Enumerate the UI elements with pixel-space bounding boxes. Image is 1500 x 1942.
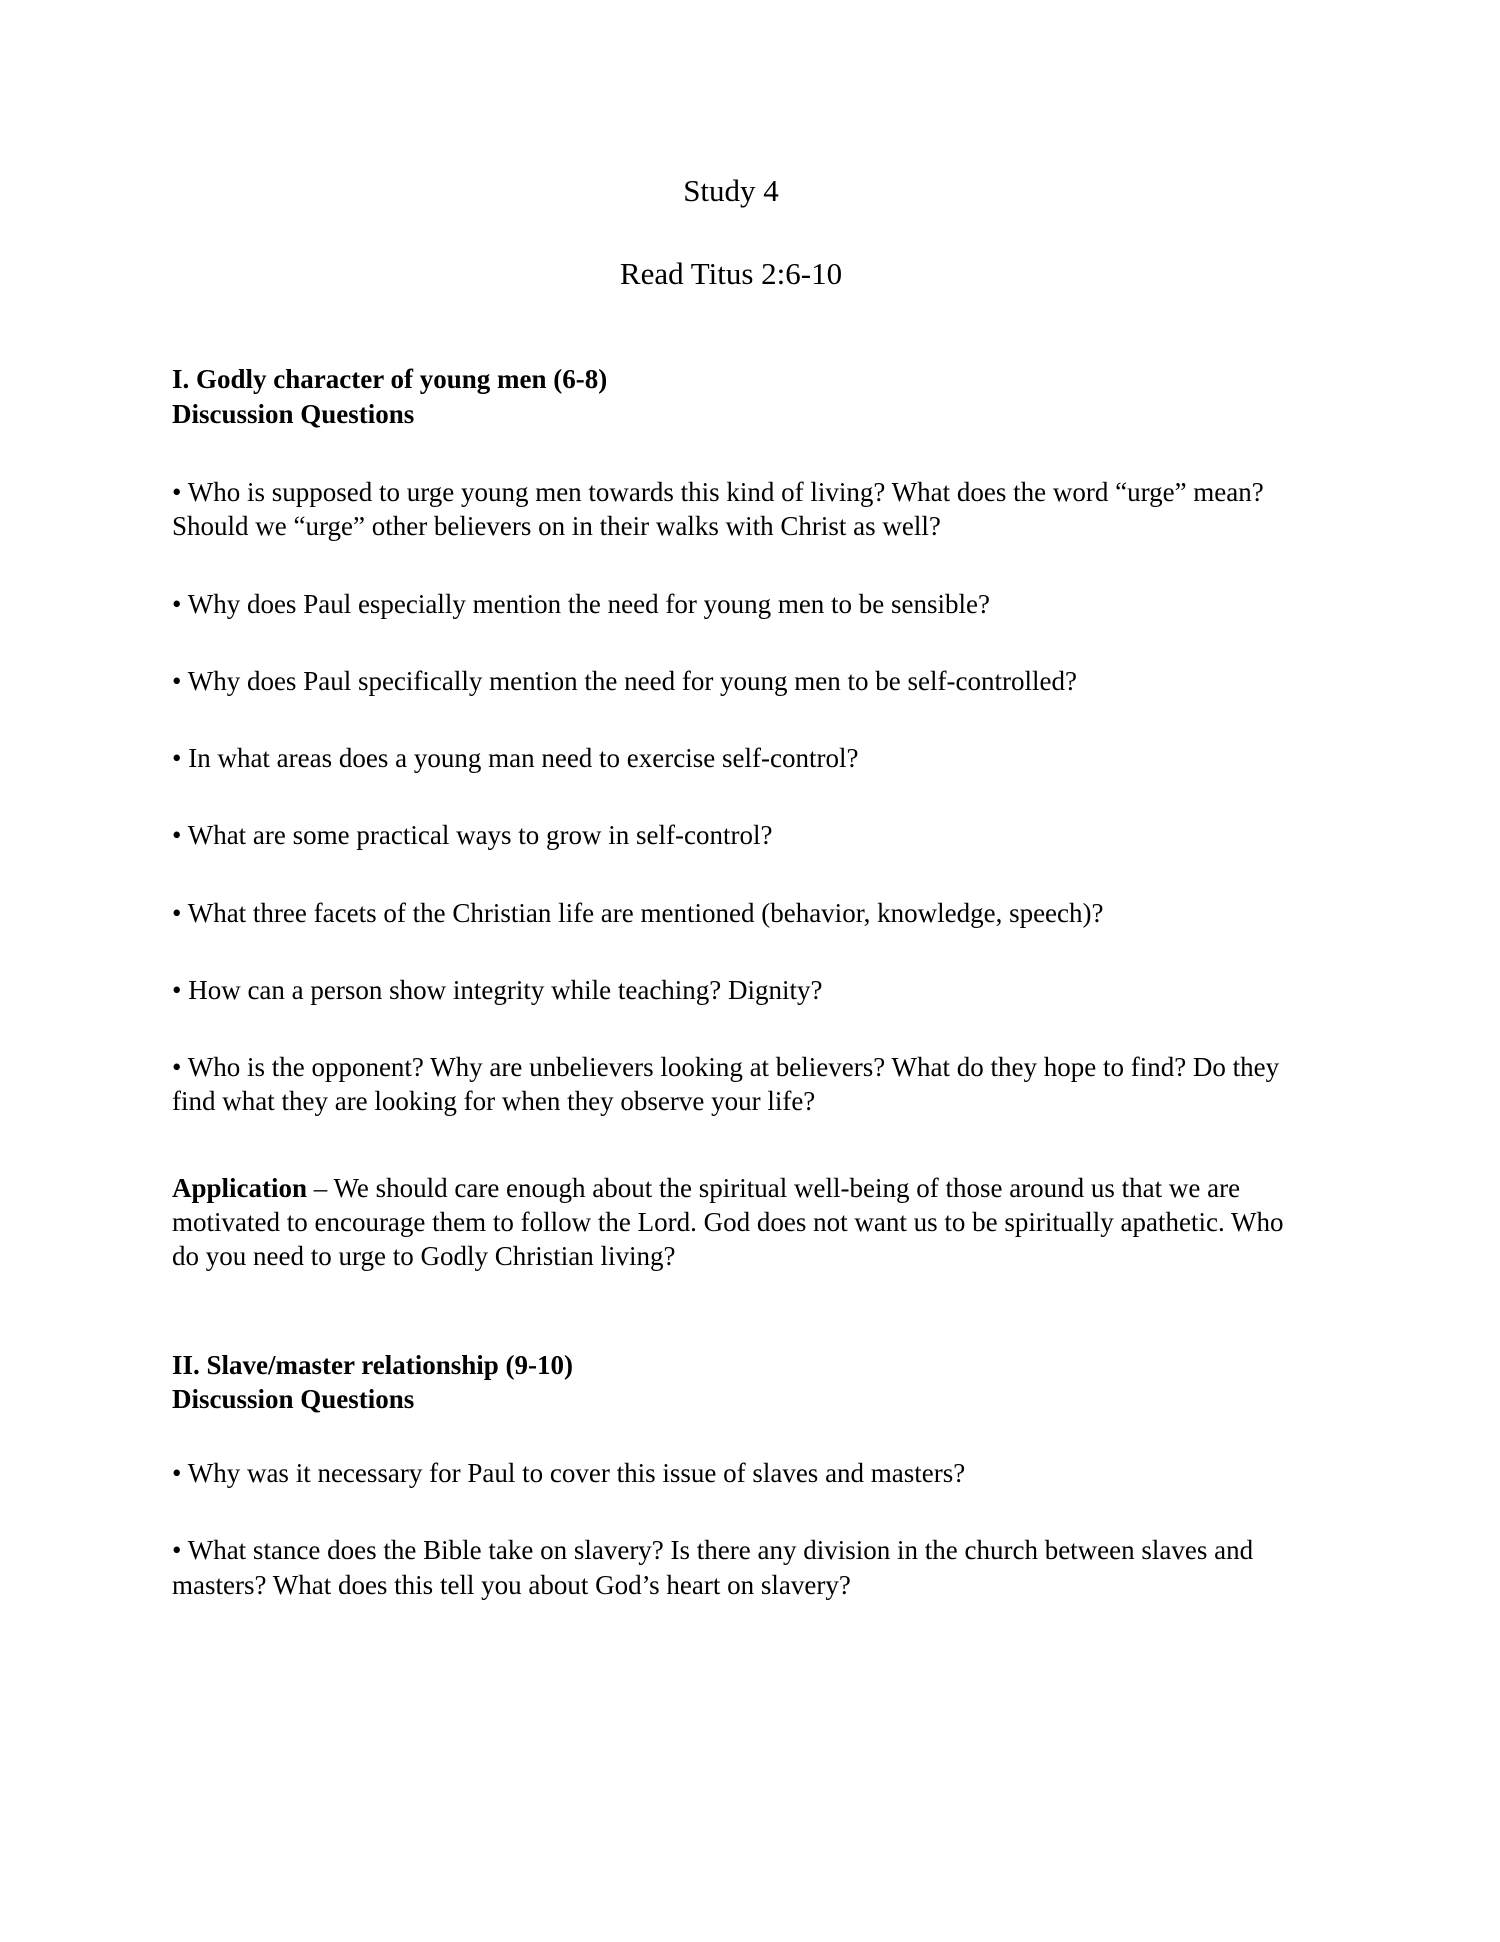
section-2-heading-block <box>172 1348 1290 1417</box>
section-1-subheading: Discussion Questions <box>172 398 415 429</box>
document-subtitle-scripture-reference: Read Titus 2:6-10 <box>619 256 843 292</box>
document-content <box>172 0 1290 1602</box>
list-item: • Who is supposed to urge young men towards this kind of living? What does the word “urge” mean? Should we “urge” other believers on in their walks with Christ as well? <box>172 476 1264 542</box>
application-label: Application <box>172 1172 308 1203</box>
list-item: • Who is the opponent? Why are unbelievers looking at believers? What do they hope to find? Do they find what they are looking for when they observe your life? <box>172 1052 1280 1117</box>
list-item: • How can a person show integrity while teaching? Dignity? <box>172 974 823 1005</box>
list-item: • What three facets of the Christian life are mentioned (behavior, knowledge, speech)? <box>172 897 1104 928</box>
application-body: – We should care enough about the spiritual well-being of those around us that we are motivated to encourage them to follow the Lord. God does not want us to be spiritually apathetic. Who do you need to urge to Godly Christian living? <box>172 1172 1284 1272</box>
section-2-subheading: Discussion Questions <box>172 1383 415 1414</box>
document-title: Study 4 <box>683 173 779 208</box>
list-item: • Why does Paul especially mention the need for young men to be sensible? <box>172 588 991 619</box>
section-2-heading: II. Slave/master relationship (9-10) <box>172 1349 573 1380</box>
section-1-heading-block <box>172 362 1290 431</box>
list-item: • What stance does the Bible take on slavery? Is there any division in the church between slaves and masters? What does this tell you about God’s heart on slavery? <box>172 1535 1254 1600</box>
list-item: • In what areas does a young man need to exercise self-control? <box>172 743 859 774</box>
list-item: • Why does Paul specifically mention the need for young men to be self-controlled? <box>172 665 1077 696</box>
application-paragraph <box>172 1171 1290 1274</box>
section-1-heading: I. Godly character of young men (6-8) <box>172 364 608 395</box>
list-item: • Why was it necessary for Paul to cover this issue of slaves and masters? <box>172 1458 966 1489</box>
list-item: • What are some practical ways to grow in self-control? <box>172 820 773 851</box>
